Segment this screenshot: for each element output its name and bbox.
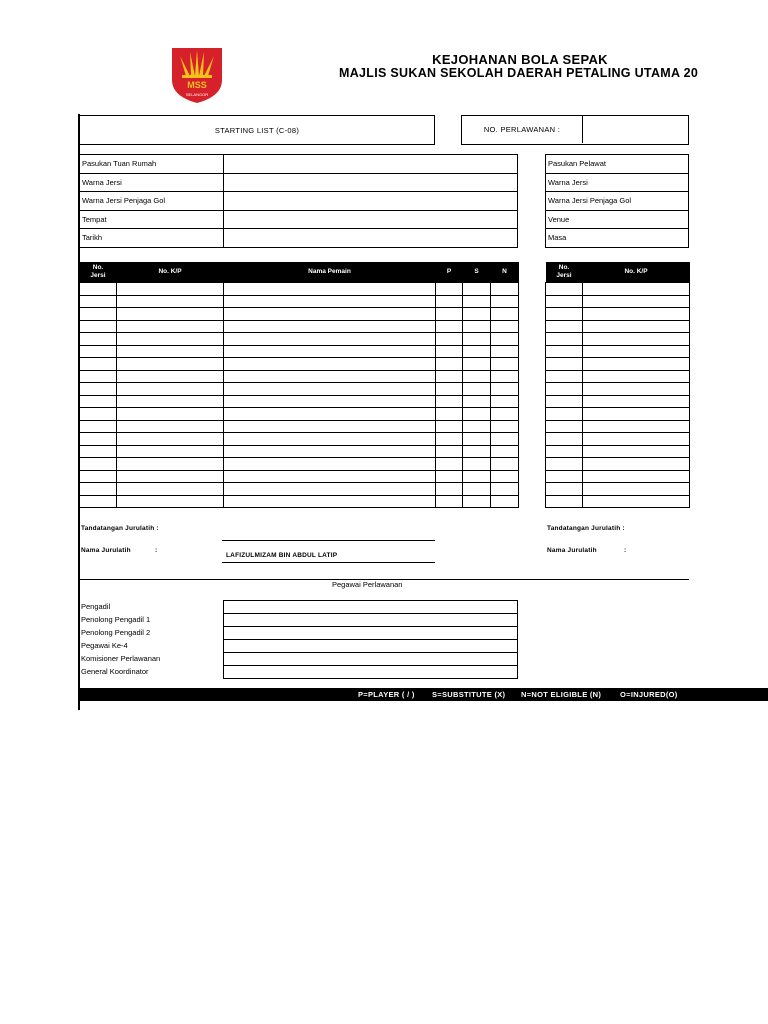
no-kp-cell[interactable] bbox=[117, 433, 224, 446]
nama-pemain-cell[interactable] bbox=[224, 370, 436, 383]
home-roster-row bbox=[80, 420, 519, 433]
no-kp-cell[interactable] bbox=[117, 458, 224, 471]
s-cell[interactable] bbox=[463, 383, 491, 396]
no-kp-cell[interactable] bbox=[583, 395, 690, 408]
logo-subtext: SELANGOR bbox=[185, 92, 209, 97]
home-info-label: Tempat bbox=[80, 210, 224, 229]
col-no-kp: No. K/P bbox=[117, 262, 224, 283]
nama-pemain-cell[interactable] bbox=[224, 345, 436, 358]
home-roster-row bbox=[80, 458, 519, 471]
no-kp-cell[interactable] bbox=[583, 308, 690, 321]
p-cell[interactable] bbox=[436, 333, 463, 346]
home-info-row bbox=[80, 229, 518, 248]
no-jersi-cell[interactable] bbox=[546, 383, 583, 396]
away-roster-row bbox=[546, 458, 690, 471]
legend-not-eligible: N=NOT ELIGIBLE (N) bbox=[521, 690, 602, 699]
home-roster-row bbox=[80, 308, 519, 321]
no-kp-cell[interactable] bbox=[583, 345, 690, 358]
n-cell[interactable] bbox=[491, 470, 519, 483]
away-signature-label: Tandatangan Jurulatih : bbox=[547, 525, 625, 532]
p-cell[interactable] bbox=[436, 345, 463, 358]
away-roster-row bbox=[546, 483, 690, 496]
away-roster-row bbox=[546, 358, 690, 371]
officials-table bbox=[223, 600, 518, 679]
home-coach-name-line bbox=[222, 562, 435, 563]
home-roster-row bbox=[80, 358, 519, 371]
no-jersi-cell[interactable] bbox=[546, 345, 583, 358]
starting-list-label: STARTING LIST (C-08) bbox=[214, 125, 300, 135]
official-name-field[interactable] bbox=[224, 653, 518, 666]
no-jersi-cell[interactable] bbox=[80, 420, 117, 433]
away-roster-header bbox=[546, 262, 690, 283]
no-kp-cell[interactable] bbox=[117, 308, 224, 321]
no-kp-cell[interactable] bbox=[117, 383, 224, 396]
n-cell[interactable] bbox=[491, 295, 519, 308]
col-no-kp: No. K/P bbox=[583, 262, 690, 283]
no-jersi-cell[interactable] bbox=[546, 308, 583, 321]
match-number-box bbox=[461, 115, 689, 145]
no-kp-cell[interactable] bbox=[117, 370, 224, 383]
away-info-row bbox=[546, 229, 689, 248]
p-cell[interactable] bbox=[436, 358, 463, 371]
col-p: P bbox=[436, 262, 463, 283]
title-line-1: KEJOHANAN BOLA SEPAK bbox=[432, 52, 608, 67]
home-coach-name-label: Nama Jurulatih bbox=[81, 547, 131, 554]
s-cell[interactable] bbox=[463, 470, 491, 483]
home-info-row bbox=[80, 192, 518, 211]
away-info-label: Venue bbox=[546, 210, 689, 229]
away-info-row bbox=[546, 155, 689, 174]
no-jersi-cell[interactable] bbox=[546, 433, 583, 446]
official-role-label: General Koordinator bbox=[81, 667, 149, 676]
p-cell[interactable] bbox=[436, 495, 463, 508]
no-kp-cell[interactable] bbox=[583, 470, 690, 483]
no-jersi-cell[interactable] bbox=[80, 283, 117, 296]
no-kp-cell[interactable] bbox=[117, 395, 224, 408]
n-cell[interactable] bbox=[491, 395, 519, 408]
officials-heading: Pegawai Perlawanan bbox=[332, 580, 403, 589]
p-cell[interactable] bbox=[436, 320, 463, 333]
p-cell[interactable] bbox=[436, 295, 463, 308]
n-cell[interactable] bbox=[491, 483, 519, 496]
nama-pemain-cell[interactable] bbox=[224, 458, 436, 471]
n-cell[interactable] bbox=[491, 408, 519, 421]
no-jersi-cell[interactable] bbox=[546, 320, 583, 333]
away-roster-row bbox=[546, 333, 690, 346]
home-info-value[interactable] bbox=[223, 229, 517, 248]
home-info-value[interactable] bbox=[223, 210, 517, 229]
home-info-label: Warna Jersi Penjaga Gol bbox=[80, 192, 224, 211]
nama-pemain-cell[interactable] bbox=[224, 320, 436, 333]
no-kp-cell[interactable] bbox=[583, 458, 690, 471]
s-cell[interactable] bbox=[463, 308, 491, 321]
no-jersi-cell[interactable] bbox=[80, 470, 117, 483]
starting-list-box bbox=[79, 115, 435, 145]
official-name-field[interactable] bbox=[224, 614, 518, 627]
no-kp-cell[interactable] bbox=[117, 408, 224, 421]
n-cell[interactable] bbox=[491, 420, 519, 433]
no-kp-cell[interactable] bbox=[583, 283, 690, 296]
nama-pemain-cell[interactable] bbox=[224, 483, 436, 496]
home-roster-row bbox=[80, 495, 519, 508]
official-role-label: Pengadil bbox=[81, 602, 111, 611]
official-role-label: Pegawai Ke-4 bbox=[81, 641, 128, 650]
no-jersi-cell[interactable] bbox=[546, 420, 583, 433]
no-jersi-cell[interactable] bbox=[546, 495, 583, 508]
no-kp-cell[interactable] bbox=[583, 408, 690, 421]
no-kp-cell[interactable] bbox=[117, 495, 224, 508]
p-cell[interactable] bbox=[436, 383, 463, 396]
home-roster-row bbox=[80, 433, 519, 446]
nama-pemain-cell[interactable] bbox=[224, 383, 436, 396]
home-roster-row bbox=[80, 370, 519, 383]
no-kp-cell[interactable] bbox=[117, 445, 224, 458]
home-info-row bbox=[80, 210, 518, 229]
home-roster-row bbox=[80, 345, 519, 358]
home-roster-row bbox=[80, 470, 519, 483]
no-jersi-cell[interactable] bbox=[80, 395, 117, 408]
home-info-value[interactable] bbox=[223, 155, 517, 174]
away-roster-row bbox=[546, 320, 690, 333]
away-coach-name-label: Nama Jurulatih bbox=[547, 547, 597, 554]
p-cell[interactable] bbox=[436, 283, 463, 296]
no-jersi-cell[interactable] bbox=[80, 358, 117, 371]
away-roster-row bbox=[546, 370, 690, 383]
no-jersi-cell[interactable] bbox=[80, 295, 117, 308]
s-cell[interactable] bbox=[463, 420, 491, 433]
n-cell[interactable] bbox=[491, 383, 519, 396]
col-nama-pemain: Nama Pemain bbox=[224, 262, 436, 283]
away-info-label: Warna Jersi Penjaga Gol bbox=[546, 192, 689, 211]
nama-pemain-cell[interactable] bbox=[224, 470, 436, 483]
home-info-table bbox=[79, 154, 518, 248]
col-no-jersi: No. Jersi bbox=[80, 262, 117, 283]
col-no-jersi: No. Jersi bbox=[546, 262, 583, 283]
home-info-value[interactable] bbox=[223, 192, 517, 211]
n-cell[interactable] bbox=[491, 333, 519, 346]
s-cell[interactable] bbox=[463, 320, 491, 333]
no-jersi-cell[interactable] bbox=[80, 483, 117, 496]
home-info-label: Tarikh bbox=[80, 229, 224, 248]
official-row bbox=[224, 601, 518, 614]
logo-text: MSS bbox=[187, 80, 207, 90]
home-roster-row bbox=[80, 333, 519, 346]
n-cell[interactable] bbox=[491, 345, 519, 358]
no-jersi-cell[interactable] bbox=[546, 483, 583, 496]
no-jersi-cell[interactable] bbox=[546, 458, 583, 471]
no-jersi-cell[interactable] bbox=[546, 333, 583, 346]
no-jersi-cell[interactable] bbox=[546, 470, 583, 483]
official-name-field[interactable] bbox=[224, 627, 518, 640]
match-number-label: NO. PERLAWANAN : bbox=[483, 125, 561, 134]
nama-pemain-cell[interactable] bbox=[224, 358, 436, 371]
home-roster-table bbox=[79, 262, 519, 508]
home-roster-row bbox=[80, 283, 519, 296]
n-cell[interactable] bbox=[491, 283, 519, 296]
no-kp-cell[interactable] bbox=[583, 483, 690, 496]
away-roster-row bbox=[546, 420, 690, 433]
p-cell[interactable] bbox=[436, 445, 463, 458]
no-jersi-cell[interactable] bbox=[80, 445, 117, 458]
no-kp-cell[interactable] bbox=[117, 358, 224, 371]
away-roster-row bbox=[546, 295, 690, 308]
home-roster-row bbox=[80, 295, 519, 308]
home-roster-row bbox=[80, 320, 519, 333]
p-cell[interactable] bbox=[436, 483, 463, 496]
no-kp-cell[interactable] bbox=[117, 333, 224, 346]
p-cell[interactable] bbox=[436, 308, 463, 321]
away-roster-table bbox=[545, 262, 690, 508]
official-row bbox=[224, 653, 518, 666]
home-roster-row bbox=[80, 408, 519, 421]
p-cell[interactable] bbox=[436, 470, 463, 483]
p-cell[interactable] bbox=[436, 408, 463, 421]
p-cell[interactable] bbox=[436, 458, 463, 471]
no-kp-cell[interactable] bbox=[583, 333, 690, 346]
no-kp-cell[interactable] bbox=[583, 495, 690, 508]
nama-pemain-cell[interactable] bbox=[224, 333, 436, 346]
nama-pemain-cell[interactable] bbox=[224, 445, 436, 458]
p-cell[interactable] bbox=[436, 370, 463, 383]
official-row bbox=[224, 666, 518, 679]
official-name-field[interactable] bbox=[224, 666, 518, 679]
n-cell[interactable] bbox=[491, 433, 519, 446]
away-info-label: Pasukan Pelawat bbox=[546, 155, 689, 174]
home-info-label: Warna Jersi bbox=[80, 173, 224, 192]
no-jersi-cell[interactable] bbox=[80, 308, 117, 321]
official-name-field[interactable] bbox=[224, 640, 518, 653]
home-info-row bbox=[80, 173, 518, 192]
no-kp-cell[interactable] bbox=[117, 345, 224, 358]
home-signature-label: Tandatangan Jurulatih : bbox=[81, 525, 159, 532]
away-info-row bbox=[546, 210, 689, 229]
home-roster-row bbox=[80, 395, 519, 408]
s-cell[interactable] bbox=[463, 370, 491, 383]
home-roster-row bbox=[80, 483, 519, 496]
nama-pemain-cell[interactable] bbox=[224, 433, 436, 446]
home-coach-name-colon: : bbox=[155, 547, 158, 554]
s-cell[interactable] bbox=[463, 283, 491, 296]
home-roster-row bbox=[80, 445, 519, 458]
away-roster-row bbox=[546, 433, 690, 446]
away-info-row bbox=[546, 192, 689, 211]
no-kp-cell[interactable] bbox=[583, 433, 690, 446]
nama-pemain-cell[interactable] bbox=[224, 395, 436, 408]
legend-bar bbox=[80, 688, 768, 701]
p-cell[interactable] bbox=[436, 420, 463, 433]
no-kp-cell[interactable] bbox=[117, 283, 224, 296]
away-info-label: Masa bbox=[546, 229, 689, 248]
n-cell[interactable] bbox=[491, 308, 519, 321]
nama-pemain-cell[interactable] bbox=[224, 408, 436, 421]
away-roster-row bbox=[546, 408, 690, 421]
away-roster-row bbox=[546, 283, 690, 296]
official-role-label: Penolong Pengadil 1 bbox=[81, 615, 151, 624]
legend-player: P=PLAYER ( / ) bbox=[358, 690, 415, 699]
no-jersi-cell[interactable] bbox=[80, 433, 117, 446]
home-info-label: Pasukan Tuan Rumah bbox=[80, 155, 224, 174]
no-jersi-cell[interactable] bbox=[546, 408, 583, 421]
n-cell[interactable] bbox=[491, 370, 519, 383]
col-s: S bbox=[463, 262, 491, 283]
no-jersi-cell[interactable] bbox=[80, 408, 117, 421]
n-cell[interactable] bbox=[491, 445, 519, 458]
s-cell[interactable] bbox=[463, 458, 491, 471]
no-kp-cell[interactable] bbox=[583, 295, 690, 308]
away-roster-row bbox=[546, 445, 690, 458]
official-row bbox=[224, 627, 518, 640]
legend-substitute: S=SUBSTITUTE (X) bbox=[432, 690, 506, 699]
no-kp-cell[interactable] bbox=[117, 420, 224, 433]
legend-injured: O=INJURED(O) bbox=[620, 690, 678, 699]
official-name-field[interactable] bbox=[224, 601, 518, 614]
s-cell[interactable] bbox=[463, 358, 491, 371]
no-jersi-cell[interactable] bbox=[80, 495, 117, 508]
s-cell[interactable] bbox=[463, 433, 491, 446]
no-jersi-cell[interactable] bbox=[546, 283, 583, 296]
home-info-value[interactable] bbox=[223, 173, 517, 192]
s-cell[interactable] bbox=[463, 408, 491, 421]
s-cell[interactable] bbox=[463, 495, 491, 508]
official-row bbox=[224, 614, 518, 627]
away-info-row bbox=[546, 173, 689, 192]
no-kp-cell[interactable] bbox=[583, 358, 690, 371]
official-role-label: Komisioner Perlawanan bbox=[81, 654, 161, 663]
away-info-table bbox=[545, 154, 689, 248]
no-kp-cell[interactable] bbox=[117, 483, 224, 496]
no-kp-cell[interactable] bbox=[583, 445, 690, 458]
away-coach-name-colon: : bbox=[624, 547, 627, 554]
s-cell[interactable] bbox=[463, 483, 491, 496]
home-roster-row bbox=[80, 383, 519, 396]
match-number-field[interactable] bbox=[583, 116, 687, 143]
no-kp-cell[interactable] bbox=[117, 320, 224, 333]
nama-pemain-cell[interactable] bbox=[224, 495, 436, 508]
n-cell[interactable] bbox=[491, 458, 519, 471]
nama-pemain-cell[interactable] bbox=[224, 308, 436, 321]
no-jersi-cell[interactable] bbox=[80, 345, 117, 358]
no-jersi-cell[interactable] bbox=[80, 458, 117, 471]
home-roster-header bbox=[80, 262, 519, 283]
s-cell[interactable] bbox=[463, 395, 491, 408]
no-jersi-cell[interactable] bbox=[546, 370, 583, 383]
nama-pemain-cell[interactable] bbox=[224, 283, 436, 296]
no-jersi-cell[interactable] bbox=[80, 333, 117, 346]
away-roster-row bbox=[546, 383, 690, 396]
col-n: N bbox=[491, 262, 519, 283]
away-info-label: Warna Jersi bbox=[546, 173, 689, 192]
nama-pemain-cell[interactable] bbox=[224, 420, 436, 433]
away-roster-row bbox=[546, 470, 690, 483]
no-kp-cell[interactable] bbox=[583, 383, 690, 396]
officials-labels bbox=[81, 600, 160, 678]
s-cell[interactable] bbox=[463, 445, 491, 458]
home-info-row bbox=[80, 155, 518, 174]
official-role-label: Penolong Pengadil 2 bbox=[81, 628, 151, 637]
away-roster-row bbox=[546, 395, 690, 408]
no-jersi-cell[interactable] bbox=[546, 295, 583, 308]
no-kp-cell[interactable] bbox=[117, 295, 224, 308]
s-cell[interactable] bbox=[463, 345, 491, 358]
no-kp-cell[interactable] bbox=[583, 370, 690, 383]
s-cell[interactable] bbox=[463, 333, 491, 346]
n-cell[interactable] bbox=[491, 495, 519, 508]
away-roster-row bbox=[546, 495, 690, 508]
s-cell[interactable] bbox=[463, 295, 491, 308]
no-kp-cell[interactable] bbox=[583, 320, 690, 333]
n-cell[interactable] bbox=[491, 320, 519, 333]
no-jersi-cell[interactable] bbox=[546, 395, 583, 408]
title-line-2: MAJLIS SUKAN SEKOLAH DAERAH PETALING UTAMA 20 bbox=[339, 66, 699, 80]
home-signature-line bbox=[222, 540, 435, 541]
no-jersi-cell[interactable] bbox=[546, 358, 583, 371]
n-cell[interactable] bbox=[491, 358, 519, 371]
mss-logo bbox=[168, 46, 226, 104]
no-jersi-cell[interactable] bbox=[80, 383, 117, 396]
away-roster-row bbox=[546, 308, 690, 321]
p-cell[interactable] bbox=[436, 433, 463, 446]
official-row bbox=[224, 640, 518, 653]
away-roster-row bbox=[546, 345, 690, 358]
no-kp-cell[interactable] bbox=[583, 420, 690, 433]
nama-pemain-cell[interactable] bbox=[224, 295, 436, 308]
no-jersi-cell[interactable] bbox=[80, 370, 117, 383]
p-cell[interactable] bbox=[436, 395, 463, 408]
no-jersi-cell[interactable] bbox=[546, 445, 583, 458]
no-jersi-cell[interactable] bbox=[80, 320, 117, 333]
home-coach-name-value: LAFIZULMIZAM BIN ABDUL LATIP bbox=[226, 552, 338, 559]
no-kp-cell[interactable] bbox=[117, 470, 224, 483]
